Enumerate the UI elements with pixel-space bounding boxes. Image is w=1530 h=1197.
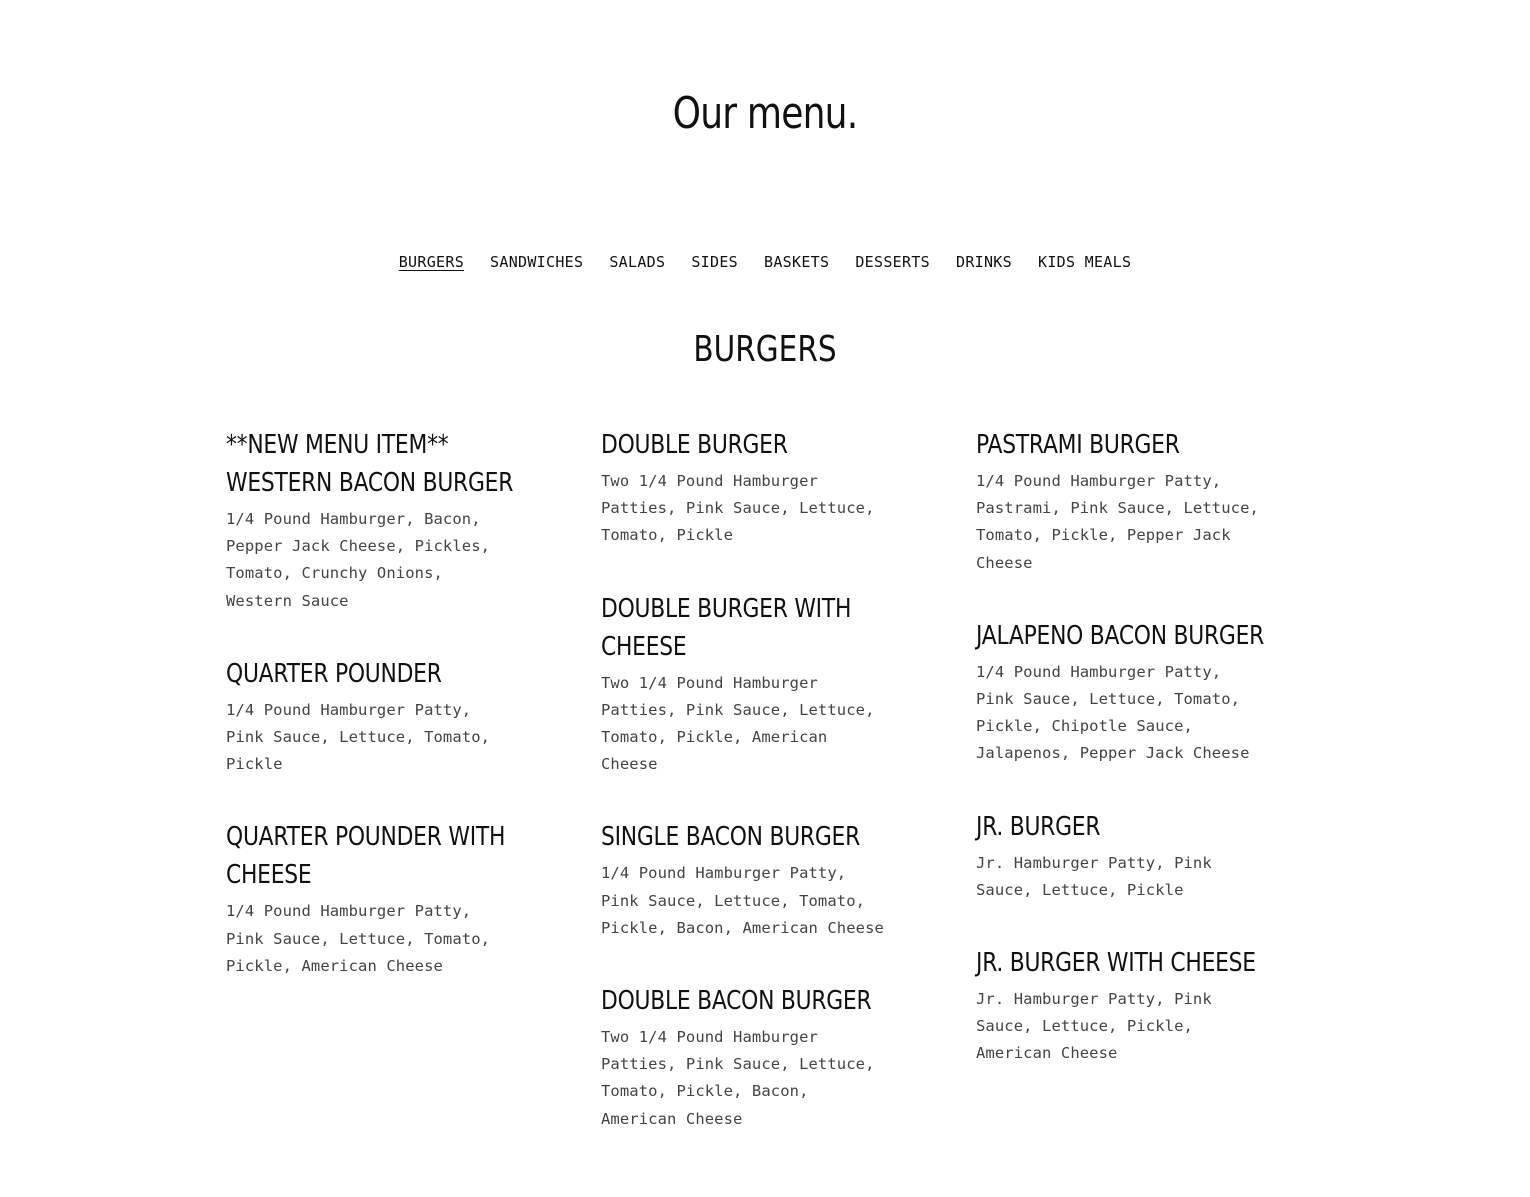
page-title: Our menu.: [672, 88, 858, 139]
menu-item: [976, 808, 1351, 904]
menu-item-description: 1/4 Pound Hamburger Patty, Pink Sauce, Lettuce, Tomato, Pickle, American Cheese: [226, 902, 491, 975]
menu-item-name: PASTRAMI BURGER: [976, 430, 1180, 460]
menu-item-description: Jr. Hamburger Patty, Pink Sauce, Lettuce, Pickle, American Cheese: [976, 990, 1212, 1063]
menu-item-name: DOUBLE BACON BURGER: [601, 986, 872, 1017]
menu-item-description: Two 1/4 Pound Hamburger Patties, Pink Sauce, Lettuce, Tomato, Pickle, Bacon, American Cheese: [601, 1028, 875, 1128]
menu-category-tabs: [0, 250, 1530, 274]
menu-item-description: 1/4 Pound Hamburger Patty, Pink Sauce, Lettuce, Tomato, Pickle, Chipotle Sauce, Jalapenos, Pepper Jack Cheese: [976, 662, 1250, 763]
menu-column-3: [976, 426, 1351, 1173]
menu-item-name: QUARTER POUNDER: [226, 658, 442, 689]
menu-item: [601, 590, 976, 779]
menu-item-description: Two 1/4 Pound Hamburger Patties, Pink Sauce, Lettuce, Tomato, Pickle: [601, 472, 875, 545]
menu-item: [226, 818, 601, 980]
menu-item: [226, 655, 601, 779]
tab-sandwiches[interactable]: SANDWICHES: [490, 253, 584, 271]
menu-column-1: [226, 426, 601, 1173]
menu-item: [976, 944, 1351, 1068]
menu-item: [976, 426, 1351, 577]
menu-item-description: 1/4 Pound Hamburger, Bacon, Pepper Jack Cheese, Pickles, Tomato, Crunchy Onions, Western Sauce: [226, 510, 491, 610]
menu-item-name: JALAPENO BACON BURGER: [976, 620, 1265, 651]
tab-kids-meals[interactable]: KIDS MEALS: [1037, 253, 1132, 271]
menu-item: [226, 426, 601, 615]
menu-item-name: DOUBLE BURGER: [601, 430, 788, 460]
tab-desserts[interactable]: DESSERTS: [855, 253, 930, 271]
menu-item: [601, 818, 976, 942]
menu-items-grid: [226, 426, 1326, 1173]
menu-item: [601, 426, 976, 550]
menu-item-name: DOUBLE BURGER WITH CHEESE: [601, 593, 852, 662]
section-title: BURGERS: [693, 329, 837, 370]
menu-item: [976, 617, 1351, 768]
menu-item-description: 1/4 Pound Hamburger Patty, Pink Sauce, Lettuce, Tomato, Pickle, Bacon, American Cheese: [601, 864, 884, 937]
menu-item-name: JR. BURGER WITH CHEESE: [976, 948, 1256, 979]
tab-drinks[interactable]: DRINKS: [955, 253, 1012, 271]
tab-salads[interactable]: SALADS: [609, 253, 666, 271]
menu-item-name: QUARTER POUNDER WITH CHEESE: [226, 822, 506, 891]
menu-item-name: **NEW MENU ITEM** WESTERN BACON BURGER: [226, 430, 514, 498]
menu-item-name: SINGLE BACON BURGER: [601, 822, 860, 853]
tab-sides[interactable]: SIDES: [691, 253, 738, 271]
menu-item: [601, 982, 976, 1133]
menu-item-description: Two 1/4 Pound Hamburger Patties, Pink Sauce, Lettuce, Tomato, Pickle, American Cheese: [601, 673, 875, 774]
menu-column-2: [601, 426, 976, 1173]
tab-burgers[interactable]: BURGERS: [398, 253, 465, 271]
menu-item-description: Jr. Hamburger Patty, Pink Sauce, Lettuce, Pickle: [976, 853, 1212, 899]
menu-item-name: JR. BURGER: [976, 811, 1101, 842]
tab-baskets[interactable]: BASKETS: [764, 253, 830, 271]
menu-item-description: 1/4 Pound Hamburger Patty, Pink Sauce, Lettuce, Tomato, Pickle: [226, 700, 491, 774]
menu-item-description: 1/4 Pound Hamburger Patty, Pastrami, Pink Sauce, Lettuce, Tomato, Pickle, Pepper Jack Cheese: [976, 472, 1259, 572]
